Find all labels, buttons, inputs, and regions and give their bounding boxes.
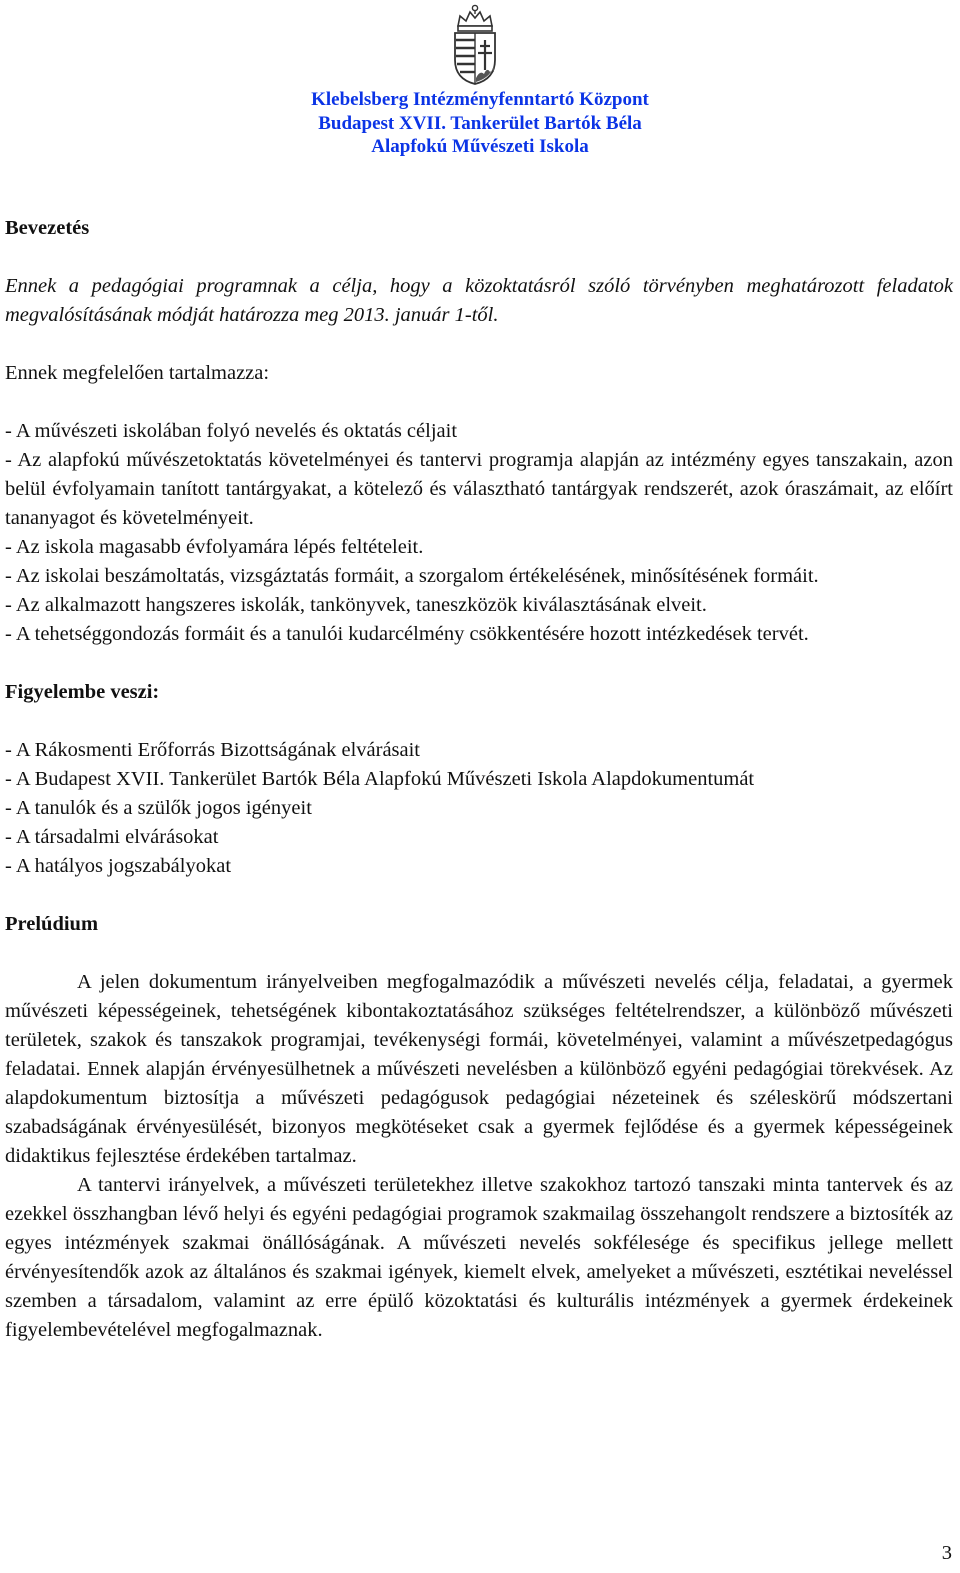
preludium-paragraph-1: A jelen dokumentum irányelveiben megfogalmazódik a művészeti nevelés célja, feladatai, a gyermek művészeti képességeinek, tehetségének kibontakoztatásához szükséges feltételrendszer, a különböző művészeti területek, szakok és tanszakok programjai, tevékenységi formái, követelményei, valamint a művészetpedagógus feladatai. Ennek alapján érvényesülhetnek a művészeti nevelésben a különböző egyéni pedagógiai törekvések. Az alapdokumentum biztosítja a művészeti pedagógusok pedagógiai nézeteinek és széleskörű módszertani szabadságának érvényesülését, bizonyos megkötéseket csak a gyermek fejlődése és a gyermek képességeinek didaktikus fejlesztése érdekében tartalmaz. <box>5 971 953 1167</box>
section-title-tartalmazza: Ennek megfelelően tartalmazza: <box>5 362 270 384</box>
page-number: 3 <box>941 1542 952 1564</box>
list-item: - A Budapest XVII. Tankerület Bartók Béla Alapfokú Művészeti Iskola Alapdokumentumát <box>5 768 755 790</box>
header-line-3: Alapfokú Művészeti Iskola <box>371 136 589 157</box>
section-title-preludium: Prelúdium <box>5 913 99 935</box>
preludium-paragraph-2: A tantervi irányelvek, a művészeti területekhez illetve szakokhoz tartozó tanszaki minta tantervek és az ezekkel összhangban lévő helyi és egyéni pedagógiai programok szakmailag összehangolt rendszere a biztosíték az egyes intézmények szakmai önállóságának. A művészeti nevelés sokfélesége és specifikus jellege mellett érvényesítendők azok az általános és szakmai igények, kiemelt elvek, amelyeket a művészeti, esztétikai neveléssel szemben a társadalom, valamint az erre épülő közoktatási és kulturális intézmények a gyermek érdekeinek figyelembevételével megfogalmaznak. <box>5 1174 953 1341</box>
list-item: - A tanulók és a szülők jogos igényeit <box>5 797 312 819</box>
institution-header <box>0 88 960 159</box>
list-item: - Az iskola magasabb évfolyamára lépés feltételeit. <box>5 536 424 558</box>
hungarian-coat-of-arms-icon <box>446 2 504 86</box>
section-title-figyelembe: Figyelembe veszi: <box>5 681 160 703</box>
section-title-bevezetes: Bevezetés <box>5 217 90 239</box>
header-line-1: Klebelsberg Intézményfenntartó Központ <box>311 89 649 110</box>
list-item: - Az iskolai beszámoltatás, vizsgáztatás formáit, a szorgalom értékelésének, minősítésének formáit. <box>5 565 819 587</box>
list-item: - Az alapfokú művészetoktatás követelményei és tantervi programja alapján az intézmény egyes tanszakain, azon belül évfolyamain tanított tantárgyakat, a kötelező és választható tantárgyak rendszerét, azok óraszámait, az előírt tananyagot és követelményeit. <box>5 449 953 529</box>
intro-paragraph: Ennek a pedagógiai programnak a célja, hogy a közoktatásról szóló törvényben meghatározott feladatok megvalósításának módját határozza meg 2013. január 1-től. <box>5 275 953 326</box>
list-item: - A társadalmi elvárásokat <box>5 826 219 848</box>
list-item: - A tehetséggondozás formáit és a tanulói kudarcélmény csökkentésére hozott intézkedések tervét. <box>5 623 809 645</box>
list-item: - Az alkalmazott hangszeres iskolák, tankönyvek, taneszközök kiválasztásának elveit. <box>5 594 707 616</box>
list-item: - A hatályos jogszabályokat <box>5 855 232 877</box>
document-body <box>5 214 953 1345</box>
list-item: - A művészeti iskolában folyó nevelés és oktatás céljait <box>5 420 458 442</box>
header-line-2: Budapest XVII. Tankerület Bartók Béla <box>318 112 642 134</box>
list-item: - A Rákosmenti Erőforrás Bizottságának elvárásait <box>5 739 421 761</box>
